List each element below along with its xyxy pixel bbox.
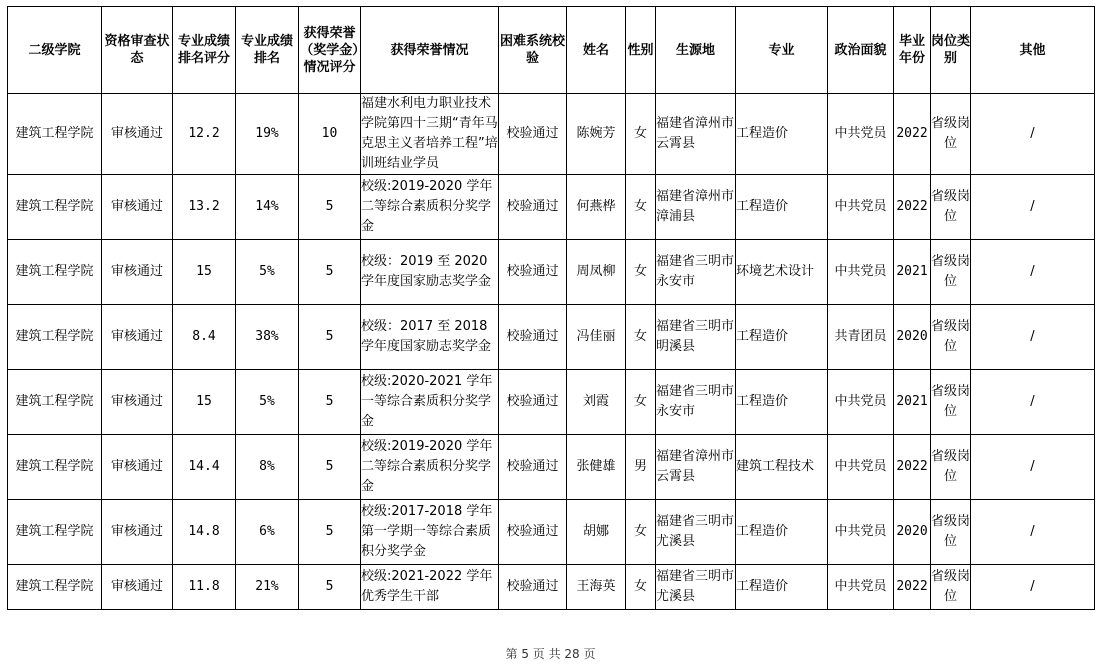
cell-rank-score: 13.2 bbox=[173, 175, 236, 240]
cell-honor-score: 5 bbox=[299, 565, 361, 610]
cell-name: 冯佳丽 bbox=[567, 305, 626, 370]
cell-college: 建筑工程学院 bbox=[8, 435, 102, 500]
cell-honor-score: 5 bbox=[299, 435, 361, 500]
cell-rank: 21% bbox=[236, 565, 299, 610]
cell-political-status: 中共党员 bbox=[828, 500, 894, 565]
header-row bbox=[8, 7, 1095, 94]
cell-review-status: 审核通过 bbox=[102, 435, 173, 500]
cell-major: 工程造价 bbox=[736, 370, 828, 435]
header-rank: 专业成绩排名 bbox=[236, 7, 299, 94]
cell-other: / bbox=[971, 305, 1095, 370]
cell-political-status: 中共党员 bbox=[828, 435, 894, 500]
cell-origin: 福建省漳州市漳浦县 bbox=[656, 175, 736, 240]
cell-major: 建筑工程技术 bbox=[736, 435, 828, 500]
cell-other: / bbox=[971, 435, 1095, 500]
cell-honor-score: 5 bbox=[299, 240, 361, 305]
cell-honors: 福建水利电力职业技术学院第四十三期“青年马克思主义者培养工程”培训班结业学员 bbox=[361, 94, 499, 175]
cell-name: 王海英 bbox=[567, 565, 626, 610]
cell-graduation-year: 2022 bbox=[894, 435, 931, 500]
cell-graduation-year: 2020 bbox=[894, 500, 931, 565]
header-gender: 性别 bbox=[626, 7, 656, 94]
cell-hardship-check: 校验通过 bbox=[499, 175, 567, 240]
header-other: 其他 bbox=[971, 7, 1095, 94]
cell-rank-score: 12.2 bbox=[173, 94, 236, 175]
cell-post-category: 省级岗位 bbox=[931, 565, 971, 610]
cell-honors: 校级:2019-2020 学年二等综合素质积分奖学金 bbox=[361, 175, 499, 240]
cell-graduation-year: 2022 bbox=[894, 94, 931, 175]
cell-hardship-check: 校验通过 bbox=[499, 94, 567, 175]
cell-honors: 校级：2017 至 2018 学年度国家励志奖学金 bbox=[361, 305, 499, 370]
cell-political-status: 中共党员 bbox=[828, 240, 894, 305]
cell-hardship-check: 校验通过 bbox=[499, 435, 567, 500]
cell-political-status: 中共党员 bbox=[828, 94, 894, 175]
cell-rank: 5% bbox=[236, 240, 299, 305]
cell-post-category: 省级岗位 bbox=[931, 305, 971, 370]
cell-name: 何燕桦 bbox=[567, 175, 626, 240]
cell-major: 环境艺术设计 bbox=[736, 240, 828, 305]
cell-hardship-check: 校验通过 bbox=[499, 565, 567, 610]
cell-gender: 女 bbox=[626, 500, 656, 565]
cell-post-category: 省级岗位 bbox=[931, 435, 971, 500]
table-row bbox=[8, 565, 1095, 610]
cell-rank: 8% bbox=[236, 435, 299, 500]
cell-other: / bbox=[971, 565, 1095, 610]
cell-political-status: 共青团员 bbox=[828, 305, 894, 370]
cell-graduation-year: 2021 bbox=[894, 370, 931, 435]
cell-hardship-check: 校验通过 bbox=[499, 500, 567, 565]
cell-major: 工程造价 bbox=[736, 500, 828, 565]
cell-college: 建筑工程学院 bbox=[8, 175, 102, 240]
cell-other: / bbox=[971, 94, 1095, 175]
header-post-category: 岗位类别 bbox=[931, 7, 971, 94]
cell-post-category: 省级岗位 bbox=[931, 500, 971, 565]
cell-college: 建筑工程学院 bbox=[8, 240, 102, 305]
cell-rank-score: 14.8 bbox=[173, 500, 236, 565]
cell-graduation-year: 2022 bbox=[894, 175, 931, 240]
cell-honor-score: 10 bbox=[299, 94, 361, 175]
header-graduation-year: 毕业年份 bbox=[894, 7, 931, 94]
cell-origin: 福建省三明市明溪县 bbox=[656, 305, 736, 370]
cell-origin: 福建省三明市尤溪县 bbox=[656, 565, 736, 610]
cell-rank-score: 14.4 bbox=[173, 435, 236, 500]
cell-name: 陈婉芳 bbox=[567, 94, 626, 175]
cell-college: 建筑工程学院 bbox=[8, 305, 102, 370]
cell-name: 胡娜 bbox=[567, 500, 626, 565]
cell-gender: 女 bbox=[626, 240, 656, 305]
cell-post-category: 省级岗位 bbox=[931, 370, 971, 435]
cell-gender: 女 bbox=[626, 175, 656, 240]
cell-rank: 6% bbox=[236, 500, 299, 565]
cell-honors: 校级：2019 至 2020 学年度国家励志奖学金 bbox=[361, 240, 499, 305]
cell-honors: 校级:2019-2020 学年二等综合素质积分奖学金 bbox=[361, 435, 499, 500]
cell-honor-score: 5 bbox=[299, 500, 361, 565]
cell-rank: 19% bbox=[236, 94, 299, 175]
page-number: 第 5 页 共 28 页 bbox=[505, 647, 596, 661]
header-hardship-check: 困难系统校验 bbox=[499, 7, 567, 94]
table-row bbox=[8, 94, 1095, 175]
cell-other: / bbox=[971, 240, 1095, 305]
cell-gender: 女 bbox=[626, 370, 656, 435]
header-honor-score: 获得荣誉（奖学金）情况评分 bbox=[299, 7, 361, 94]
table-row bbox=[8, 435, 1095, 500]
table-row bbox=[8, 305, 1095, 370]
cell-name: 张健雄 bbox=[567, 435, 626, 500]
header-political-status: 政治面貌 bbox=[828, 7, 894, 94]
cell-honors: 校级:2021-2022 学年优秀学生干部 bbox=[361, 565, 499, 610]
cell-college: 建筑工程学院 bbox=[8, 370, 102, 435]
cell-college: 建筑工程学院 bbox=[8, 565, 102, 610]
cell-origin: 福建省漳州市云霄县 bbox=[656, 435, 736, 500]
cell-other: / bbox=[971, 370, 1095, 435]
cell-post-category: 省级岗位 bbox=[931, 175, 971, 240]
cell-rank-score: 15 bbox=[173, 370, 236, 435]
cell-review-status: 审核通过 bbox=[102, 500, 173, 565]
cell-major: 工程造价 bbox=[736, 305, 828, 370]
cell-graduation-year: 2021 bbox=[894, 240, 931, 305]
cell-rank: 5% bbox=[236, 370, 299, 435]
cell-origin: 福建省三明市永安市 bbox=[656, 370, 736, 435]
cell-other: / bbox=[971, 500, 1095, 565]
cell-major: 工程造价 bbox=[736, 94, 828, 175]
cell-honor-score: 5 bbox=[299, 175, 361, 240]
cell-gender: 男 bbox=[626, 435, 656, 500]
cell-college: 建筑工程学院 bbox=[8, 94, 102, 175]
table-row bbox=[8, 500, 1095, 565]
header-origin: 生源地 bbox=[656, 7, 736, 94]
cell-origin: 福建省三明市永安市 bbox=[656, 240, 736, 305]
header-college: 二级学院 bbox=[8, 7, 102, 94]
cell-review-status: 审核通过 bbox=[102, 94, 173, 175]
data-table bbox=[7, 6, 1095, 610]
cell-political-status: 中共党员 bbox=[828, 565, 894, 610]
cell-gender: 女 bbox=[626, 565, 656, 610]
cell-honor-score: 5 bbox=[299, 305, 361, 370]
cell-political-status: 中共党员 bbox=[828, 175, 894, 240]
cell-origin: 福建省三明市尤溪县 bbox=[656, 500, 736, 565]
header-major: 专业 bbox=[736, 7, 828, 94]
header-review-status: 资格审查状态 bbox=[102, 7, 173, 94]
cell-graduation-year: 2020 bbox=[894, 305, 931, 370]
cell-honor-score: 5 bbox=[299, 370, 361, 435]
header-name: 姓名 bbox=[567, 7, 626, 94]
cell-hardship-check: 校验通过 bbox=[499, 305, 567, 370]
cell-political-status: 中共党员 bbox=[828, 370, 894, 435]
cell-major: 工程造价 bbox=[736, 565, 828, 610]
cell-review-status: 审核通过 bbox=[102, 370, 173, 435]
cell-review-status: 审核通过 bbox=[102, 175, 173, 240]
cell-honors: 校级:2020-2021 学年一等综合素质积分奖学金 bbox=[361, 370, 499, 435]
cell-review-status: 审核通过 bbox=[102, 565, 173, 610]
cell-rank: 14% bbox=[236, 175, 299, 240]
cell-rank-score: 15 bbox=[173, 240, 236, 305]
table-row bbox=[8, 175, 1095, 240]
cell-gender: 女 bbox=[626, 94, 656, 175]
table-row bbox=[8, 240, 1095, 305]
cell-gender: 女 bbox=[626, 305, 656, 370]
cell-post-category: 省级岗位 bbox=[931, 240, 971, 305]
cell-origin: 福建省漳州市云霄县 bbox=[656, 94, 736, 175]
cell-review-status: 审核通过 bbox=[102, 240, 173, 305]
cell-hardship-check: 校验通过 bbox=[499, 240, 567, 305]
cell-hardship-check: 校验通过 bbox=[499, 370, 567, 435]
cell-rank-score: 8.4 bbox=[173, 305, 236, 370]
header-rank-score: 专业成绩排名评分 bbox=[173, 7, 236, 94]
cell-rank-score: 11.8 bbox=[173, 565, 236, 610]
cell-major: 工程造价 bbox=[736, 175, 828, 240]
cell-name: 周凤柳 bbox=[567, 240, 626, 305]
header-honors: 获得荣誉情况 bbox=[361, 7, 499, 94]
cell-name: 刘霞 bbox=[567, 370, 626, 435]
cell-graduation-year: 2022 bbox=[894, 565, 931, 610]
cell-honors: 校级:2017-2018 学年第一学期一等综合素质积分奖学金 bbox=[361, 500, 499, 565]
cell-other: / bbox=[971, 175, 1095, 240]
cell-review-status: 审核通过 bbox=[102, 305, 173, 370]
cell-college: 建筑工程学院 bbox=[8, 500, 102, 565]
table-row bbox=[8, 370, 1095, 435]
cell-post-category: 省级岗位 bbox=[931, 94, 971, 175]
cell-rank: 38% bbox=[236, 305, 299, 370]
